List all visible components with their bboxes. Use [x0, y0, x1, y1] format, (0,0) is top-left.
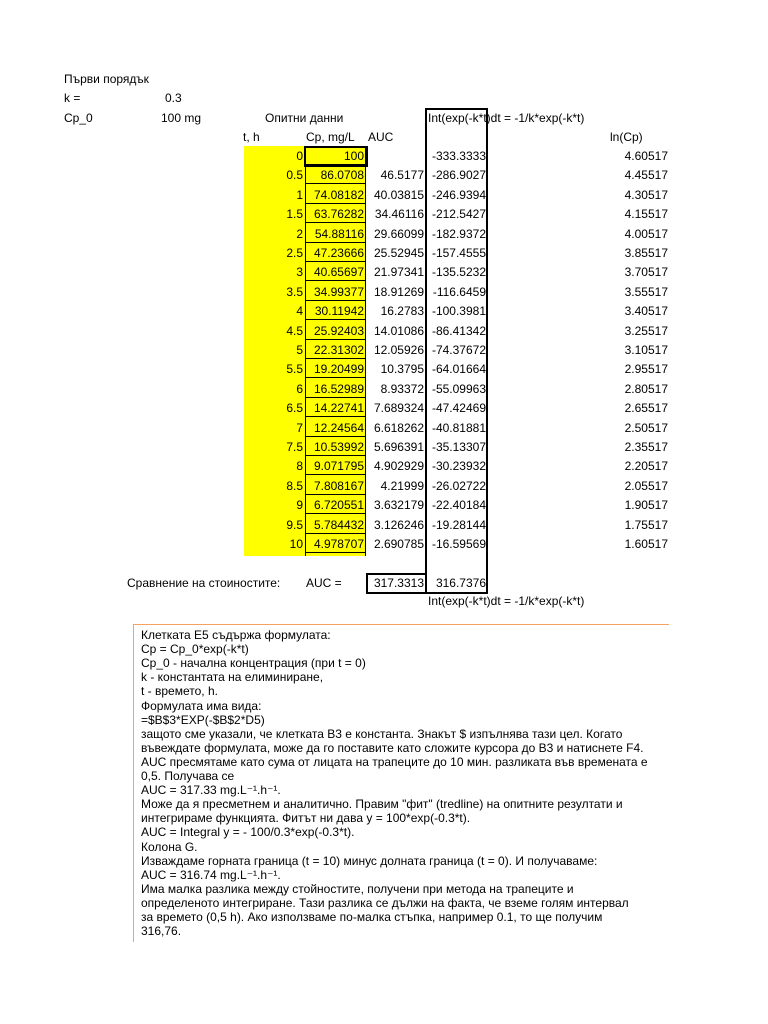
cell-integral[interactable]: -212.5427 [431, 207, 486, 222]
row-divider [306, 319, 366, 320]
row-divider [306, 455, 366, 456]
cell-t[interactable]: 0.5 [286, 168, 303, 183]
cell-cp[interactable]: 5.784432 [313, 517, 364, 532]
cell-integral[interactable]: -246.9394 [431, 187, 486, 202]
note-line: AUC = 317.33 mg.L⁻¹.h⁻¹. [141, 783, 281, 798]
cell-integral[interactable]: -30.23932 [431, 459, 486, 474]
row-divider [306, 436, 366, 437]
auc-integral-value: 316.7376 [435, 576, 486, 590]
cell-auc[interactable]: 16.2783 [380, 304, 424, 319]
cell-cp[interactable]: 6.720551 [313, 498, 364, 513]
cell-t[interactable]: 6.5 [286, 401, 303, 416]
cell-t[interactable]: 7 [296, 420, 303, 435]
cell-integral[interactable]: -286.9027 [431, 168, 486, 183]
row-divider [306, 242, 366, 243]
cell-t[interactable]: 3.5 [286, 284, 303, 299]
cell-integral[interactable]: -86.41342 [431, 323, 486, 338]
cell-cp[interactable]: 25.92403 [313, 323, 364, 338]
cell-cp[interactable]: 34.99377 [313, 284, 364, 299]
cell-t[interactable]: 3 [296, 265, 303, 280]
note-line: =$B$3*EXP(-$B$2*D5) [141, 712, 265, 727]
cell-ln[interactable]: 3.40517 [624, 304, 668, 319]
row-divider [306, 416, 366, 417]
cell-t[interactable]: 0 [296, 149, 303, 163]
row-divider [306, 358, 366, 359]
cell-integral[interactable]: -26.02722 [431, 478, 486, 493]
integral-column-box [425, 108, 488, 594]
cell-auc[interactable]: 12.05926 [373, 343, 424, 357]
row-divider [306, 513, 366, 514]
cell-auc[interactable]: 25.52945 [373, 246, 424, 260]
cell-cp[interactable]: 9.071795 [313, 459, 364, 474]
cell-integral[interactable]: -135.5232 [431, 265, 486, 280]
cell-auc[interactable]: 14.01086 [373, 323, 424, 338]
cell-cp[interactable]: 12.24564 [313, 420, 364, 435]
cell-ln[interactable]: 1.90517 [624, 498, 668, 513]
cell-t[interactable]: 1.5 [286, 207, 303, 222]
row-divider [306, 377, 366, 378]
cell-ln[interactable]: 3.55517 [624, 284, 668, 299]
cell-t[interactable]: 2 [296, 226, 303, 241]
k-label: k = [64, 91, 81, 105]
cell-integral[interactable]: -100.3981 [431, 304, 486, 319]
cell-cp[interactable]: 86.0708 [320, 168, 364, 183]
cp0-label: Cp_0 [64, 111, 93, 125]
cell-ln[interactable]: 3.85517 [624, 246, 668, 260]
col-header-cp: Cp, mg/L [306, 130, 355, 144]
cell-auc[interactable]: 3.632179 [373, 498, 424, 513]
cell-t[interactable]: 5.5 [286, 362, 303, 377]
cell-t[interactable]: 2.5 [286, 246, 303, 260]
cell-auc[interactable]: 8.93372 [380, 381, 424, 396]
cell-integral[interactable]: -47.42469 [431, 401, 486, 416]
note-line: AUC пресмятаме като сума от лицата на трапеците до 10 мин. разликата във времената е [141, 754, 648, 769]
note-line: Колона G. [141, 839, 198, 854]
comparison-label: Сравнение на стоиностите: [127, 576, 281, 590]
cell-auc[interactable]: 40.03815 [373, 187, 424, 202]
cell-integral[interactable]: -16.59569 [431, 537, 486, 551]
row-divider [306, 222, 366, 223]
cell-t[interactable]: 8.5 [286, 478, 303, 493]
note-line: защото сме указали, че клетката B3 е константа. Знакът $ изпълнява тази цел. Когато [141, 726, 623, 741]
cell-auc[interactable]: 34.46116 [374, 207, 424, 222]
col-header-auc: AUC [368, 130, 394, 144]
note-line: 316,76. [141, 924, 182, 939]
cell-ln[interactable]: 4.30517 [624, 187, 668, 202]
row-divider [306, 339, 366, 340]
cell-auc[interactable]: 29.66099 [373, 226, 424, 241]
note-line: AUC = 316.74 mg.L⁻¹.h⁻¹. [141, 867, 281, 882]
cell-integral[interactable]: -55.09963 [431, 381, 486, 396]
cell-cp[interactable]: 54.88116 [314, 226, 364, 241]
cell-ln[interactable]: 2.80517 [624, 381, 668, 396]
cell-integral[interactable]: -64.01664 [431, 362, 486, 377]
cell-t[interactable]: 8 [296, 459, 303, 474]
note-line: k - константата на елиминиране, [141, 670, 324, 685]
cell-ln[interactable]: 3.25517 [624, 323, 668, 338]
cell-integral[interactable]: -182.9372 [431, 226, 486, 241]
cell-cp[interactable]: 47.23666 [313, 246, 364, 260]
k-value: 0.3 [165, 91, 182, 105]
note-line: Клетката E5 съдържа формулата: [141, 628, 331, 642]
column-divider [305, 146, 306, 556]
integral-formula-label: Int(exp(-k*t)dt = -1/k*exp(-k*t) [428, 111, 585, 125]
cell-ln[interactable]: 2.50517 [624, 420, 668, 435]
cell-t[interactable]: 9.5 [286, 517, 303, 532]
cell-t[interactable]: 6 [296, 381, 303, 396]
cell-integral[interactable]: -74.37672 [431, 343, 486, 357]
cell-integral[interactable]: -22.40184 [431, 498, 486, 513]
column-divider [365, 146, 366, 556]
cell-cp[interactable]: 22.31302 [313, 343, 364, 357]
cell-t[interactable]: 4 [296, 304, 303, 319]
cell-ln[interactable]: 4.15517 [624, 207, 668, 222]
cell-ln[interactable]: 2.35517 [624, 440, 668, 454]
cell-auc[interactable]: 6.618262 [373, 420, 424, 435]
row-divider [306, 164, 366, 165]
cell-ln[interactable]: 3.10517 [624, 343, 668, 357]
row-divider [306, 533, 366, 534]
note-line: въвеждате формулата, може да го поставите като сложите курсора до B3 и натиснете F4. [141, 740, 644, 755]
cell-ln[interactable]: 2.20517 [624, 459, 668, 474]
row-divider [306, 300, 366, 301]
cell-integral[interactable]: -116.6459 [432, 284, 486, 299]
cell-ln[interactable]: 2.05517 [624, 478, 668, 493]
cell-auc[interactable]: 5.696391 [373, 440, 424, 454]
cell-auc[interactable]: 3.126246 [373, 517, 424, 532]
note-line: Има малка разлика между стойностите, получени при метода на трапеците и [141, 881, 574, 896]
cell-ln[interactable]: 4.00517 [624, 226, 668, 241]
cell-integral[interactable]: -19.28144 [431, 517, 486, 532]
cell-t[interactable]: 9 [296, 498, 303, 513]
note-line: Може да я пресметнем и аналитично. Правим "фит" (tredline) на опитните резултати и [141, 797, 623, 812]
sheet-title: Първи порядък [64, 72, 149, 86]
note-line: Cp = Cp_0*exp(-k*t) [141, 642, 249, 657]
cell-ln[interactable]: 4.60517 [624, 149, 668, 163]
note-line: AUC = Integral y = - 100/0.3*exp(-0.3*t). [141, 825, 355, 840]
note-line: 0,5. Получава се [141, 769, 235, 783]
row-divider [306, 494, 366, 495]
cell-auc[interactable]: 7.689324 [373, 401, 424, 416]
cell-auc[interactable]: 4.902929 [373, 459, 424, 474]
cell-cp[interactable]: 30.11942 [314, 304, 364, 319]
note-line: интегрираме функцията. Фитът ни дава y = 100*exp(-0.3*t). [141, 811, 471, 826]
cell-ln[interactable]: 1.60517 [624, 537, 668, 551]
cell-ln[interactable]: 2.95517 [624, 362, 668, 377]
row-divider [306, 280, 366, 281]
row-divider [306, 552, 366, 553]
note-line: за времето (0,5 h). Ако използваме по-малка стъпка, например 0.1, то ще получим [141, 910, 603, 924]
col-header-ln: ln(Cp) [610, 130, 643, 144]
cell-integral[interactable]: -35.13307 [431, 440, 486, 454]
note-line: определеното интегриране. Тази разлика се дължи на факта, че вземе голям интервал [141, 895, 629, 910]
note-line: t - времето, h. [141, 684, 218, 699]
cell-integral[interactable]: -40.81881 [431, 420, 486, 435]
integral-formula-label-bottom: Int(exp(-k*t)dt = -1/k*exp(-k*t) [428, 594, 585, 608]
cell-t[interactable]: 5 [296, 343, 303, 357]
cell-auc[interactable]: 18.91269 [373, 284, 424, 299]
cell-cp[interactable]: 63.76282 [313, 207, 364, 222]
comparison-auc-label: AUC = [306, 576, 342, 590]
cell-cp[interactable]: 4.978707 [313, 537, 364, 551]
row-divider [306, 183, 366, 184]
cell-t[interactable]: 4.5 [286, 323, 303, 338]
cell-integral[interactable]: -333.3333 [431, 149, 486, 163]
cell-auc[interactable]: 4.21999 [380, 478, 424, 493]
cell-integral[interactable]: -157.4555 [431, 246, 486, 260]
cell-cp[interactable]: 40.65697 [313, 265, 364, 280]
auc-trapezoid-value: 317.3313 [373, 576, 424, 590]
experimental-data-label: Опитни данни [265, 111, 344, 125]
cell-auc[interactable]: 2.690785 [373, 537, 424, 551]
row-divider [306, 261, 366, 262]
cell-cp[interactable]: 14.22741 [313, 401, 364, 416]
cell-cp[interactable]: 74.08182 [313, 187, 364, 202]
note-line: Изваждаме горната граница (t = 10) минус долната граница (t = 0). И получаваме: [141, 853, 598, 868]
cell-t[interactable]: 1 [296, 187, 303, 202]
cell-cp[interactable]: 16.52989 [313, 381, 364, 396]
cell-cp[interactable]: 100 [343, 149, 364, 163]
cell-ln[interactable]: 1.75517 [624, 517, 668, 532]
cell-cp[interactable]: 19.20499 [313, 362, 364, 377]
cell-cp[interactable]: 10.53992 [313, 440, 364, 454]
cell-t[interactable]: 10 [289, 537, 303, 551]
cp0-value: 100 mg [161, 111, 202, 125]
cell-ln[interactable]: 4.45517 [624, 168, 668, 183]
row-divider [306, 397, 366, 398]
cell-auc[interactable]: 46.5177 [380, 168, 424, 183]
col-header-t: t, h [243, 130, 260, 144]
cell-auc[interactable]: 10.3795 [380, 362, 424, 377]
cell-cp[interactable]: 7.808167 [313, 478, 364, 493]
row-divider [306, 474, 366, 475]
cell-auc[interactable]: 21.97341 [373, 265, 424, 280]
note-line: Формулата има вида: [141, 698, 262, 713]
row-divider [306, 203, 366, 204]
cell-ln[interactable]: 2.65517 [624, 401, 668, 416]
cell-t[interactable]: 7.5 [286, 440, 303, 454]
cell-ln[interactable]: 3.70517 [624, 265, 668, 280]
note-line: Cp_0 - начална концентрация (при t = 0) [141, 656, 366, 671]
